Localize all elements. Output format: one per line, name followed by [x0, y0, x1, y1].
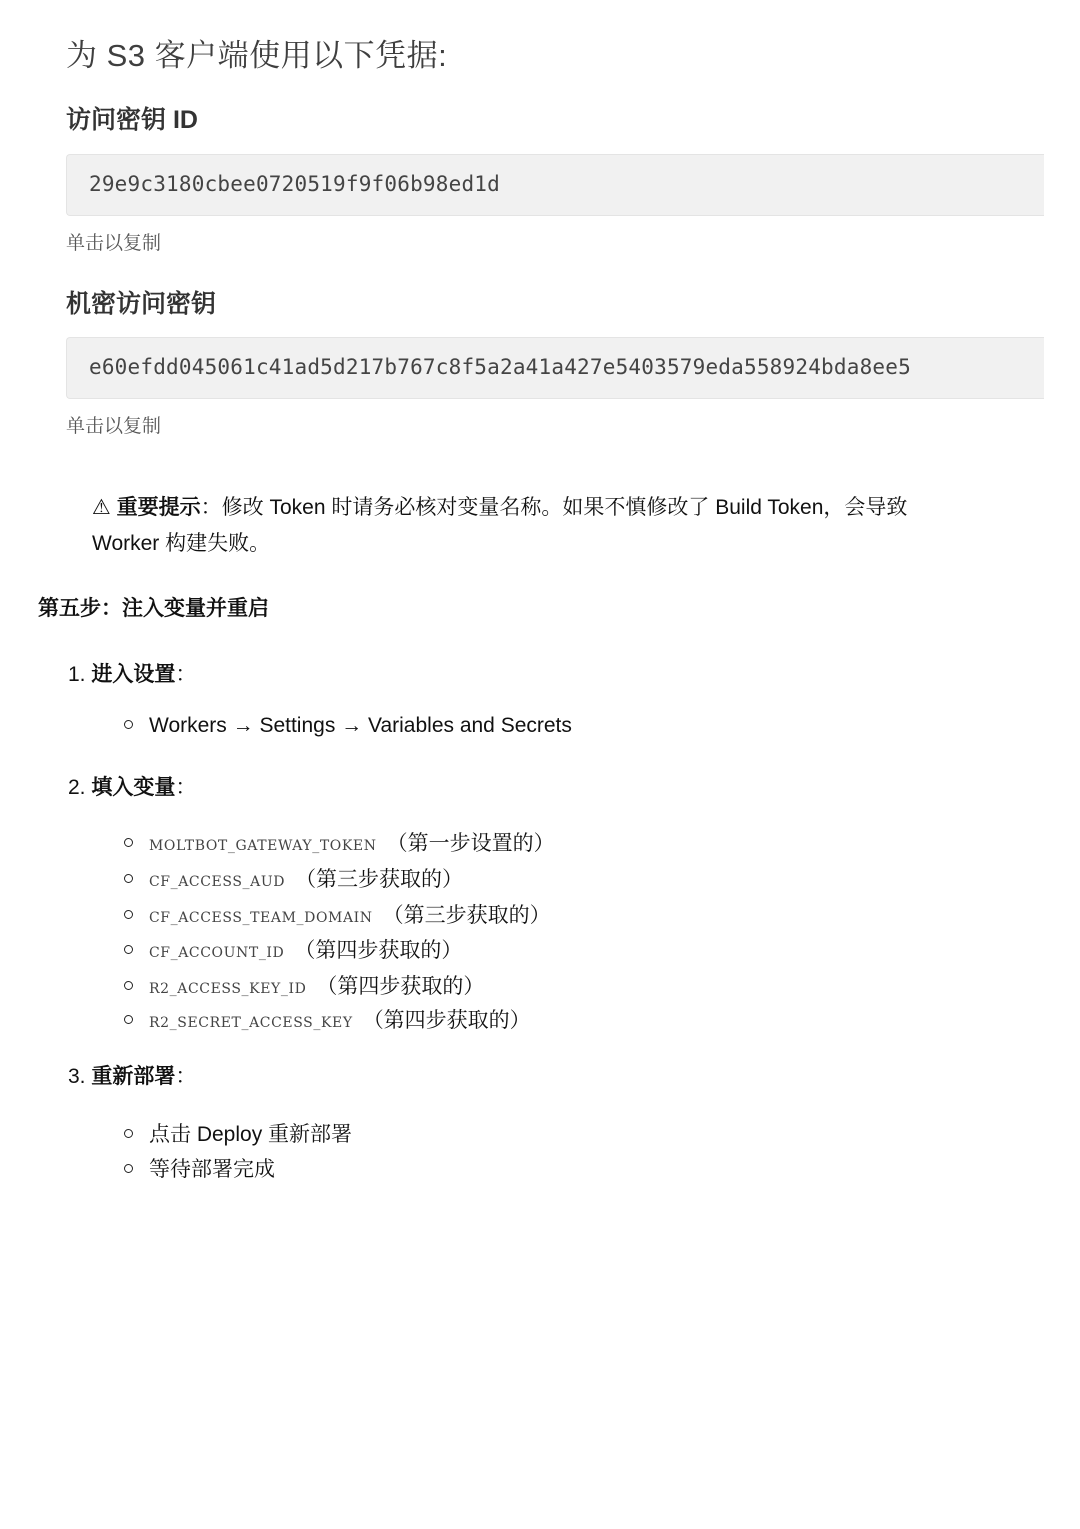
variable-note: （第四步获取的）: [294, 939, 463, 962]
list-item-colon: ：: [175, 776, 197, 799]
warning-icon: ⚠: [92, 496, 111, 519]
variable-name: CF_ACCESS_TEAM_DOMAIN: [149, 910, 373, 926]
important-notice: [92, 490, 972, 562]
access-key-label: 访问密钥 ID: [66, 106, 198, 134]
list-item-title: 填入变量: [91, 776, 176, 799]
credentials-screenshot: [0, 0, 1080, 460]
bullet-icon: [124, 1164, 133, 1173]
secret-key-value: e60efdd045061c41ad5d217b767c8f5a2a41a427e5403579eda558924bda8ee5: [89, 355, 911, 379]
variable-item: [124, 970, 484, 1000]
variable-name: R2_SECRET_ACCESS_KEY: [149, 1015, 353, 1031]
notice-bold: 重要提示: [116, 496, 201, 519]
list-item-title: 进入设置: [91, 663, 176, 686]
variable-name: CF_ACCESS_AUD: [149, 874, 286, 890]
variable-name: MOLTBOT_GATEWAY_TOKEN: [149, 838, 377, 854]
list-number: 3.: [68, 1065, 86, 1088]
list-item-1: [68, 658, 196, 688]
bullet-icon: [124, 981, 133, 990]
sub-item: [124, 1118, 352, 1148]
secret-key-label: 机密访问密钥: [66, 290, 217, 318]
secret-key-field[interactable]: [66, 337, 1044, 399]
bullet-icon: [124, 1129, 133, 1138]
list-item-title: 重新部署: [91, 1065, 176, 1088]
bullet-icon: [124, 910, 133, 919]
access-key-value: 29e9c3180cbee0720519f9f06b98ed1d: [89, 172, 500, 196]
variable-note: （第四步获取的）: [362, 1009, 531, 1032]
variable-note: （第三步获取的）: [295, 868, 464, 891]
bullet-icon: [124, 945, 133, 954]
access-key-copy-hint: 单击以复制: [66, 233, 162, 254]
sub-item-text: 等待部署完成: [149, 1158, 275, 1181]
list-item-2: [68, 771, 196, 801]
variable-item: [124, 827, 555, 857]
variable-item: [124, 863, 463, 893]
notice-text: ：修改 Token 时请务必核对变量名称。如果不慎修改了 Build Token，会导致 Worker 构建失败。: [92, 496, 908, 555]
step5-heading: 第五步：注入变量并重启: [38, 597, 269, 620]
variable-note: （第四步获取的）: [316, 975, 485, 998]
bullet-icon: [124, 1015, 133, 1024]
list-item-colon: ：: [175, 663, 197, 686]
list-item-colon: ：: [175, 1065, 197, 1088]
list-number: 1.: [68, 663, 86, 686]
sub-item-text: Workers → Settings → Variables and Secrets: [149, 714, 572, 737]
sub-item: [124, 714, 572, 738]
credentials-title: 为 S3 客户端使用以下凭据:: [66, 38, 448, 73]
list-item-3: [68, 1060, 196, 1090]
variable-name: CF_ACCOUNT_ID: [149, 945, 285, 961]
variable-item: [124, 899, 551, 929]
secret-key-copy-hint: 单击以复制: [66, 416, 162, 437]
bullet-icon: [124, 874, 133, 883]
bullet-icon: [124, 720, 133, 729]
variable-name: R2_ACCESS_KEY_ID: [149, 981, 307, 997]
variable-note: （第一步设置的）: [386, 832, 555, 855]
bullet-icon: [124, 838, 133, 847]
sub-item-text: 点击 Deploy 重新部署: [149, 1123, 353, 1146]
variable-item: [124, 1004, 531, 1034]
variable-item: [124, 934, 462, 964]
list-number: 2.: [68, 776, 86, 799]
access-key-field[interactable]: [66, 154, 1044, 216]
sub-item: [124, 1153, 275, 1183]
variable-note: （第三步获取的）: [382, 904, 551, 927]
